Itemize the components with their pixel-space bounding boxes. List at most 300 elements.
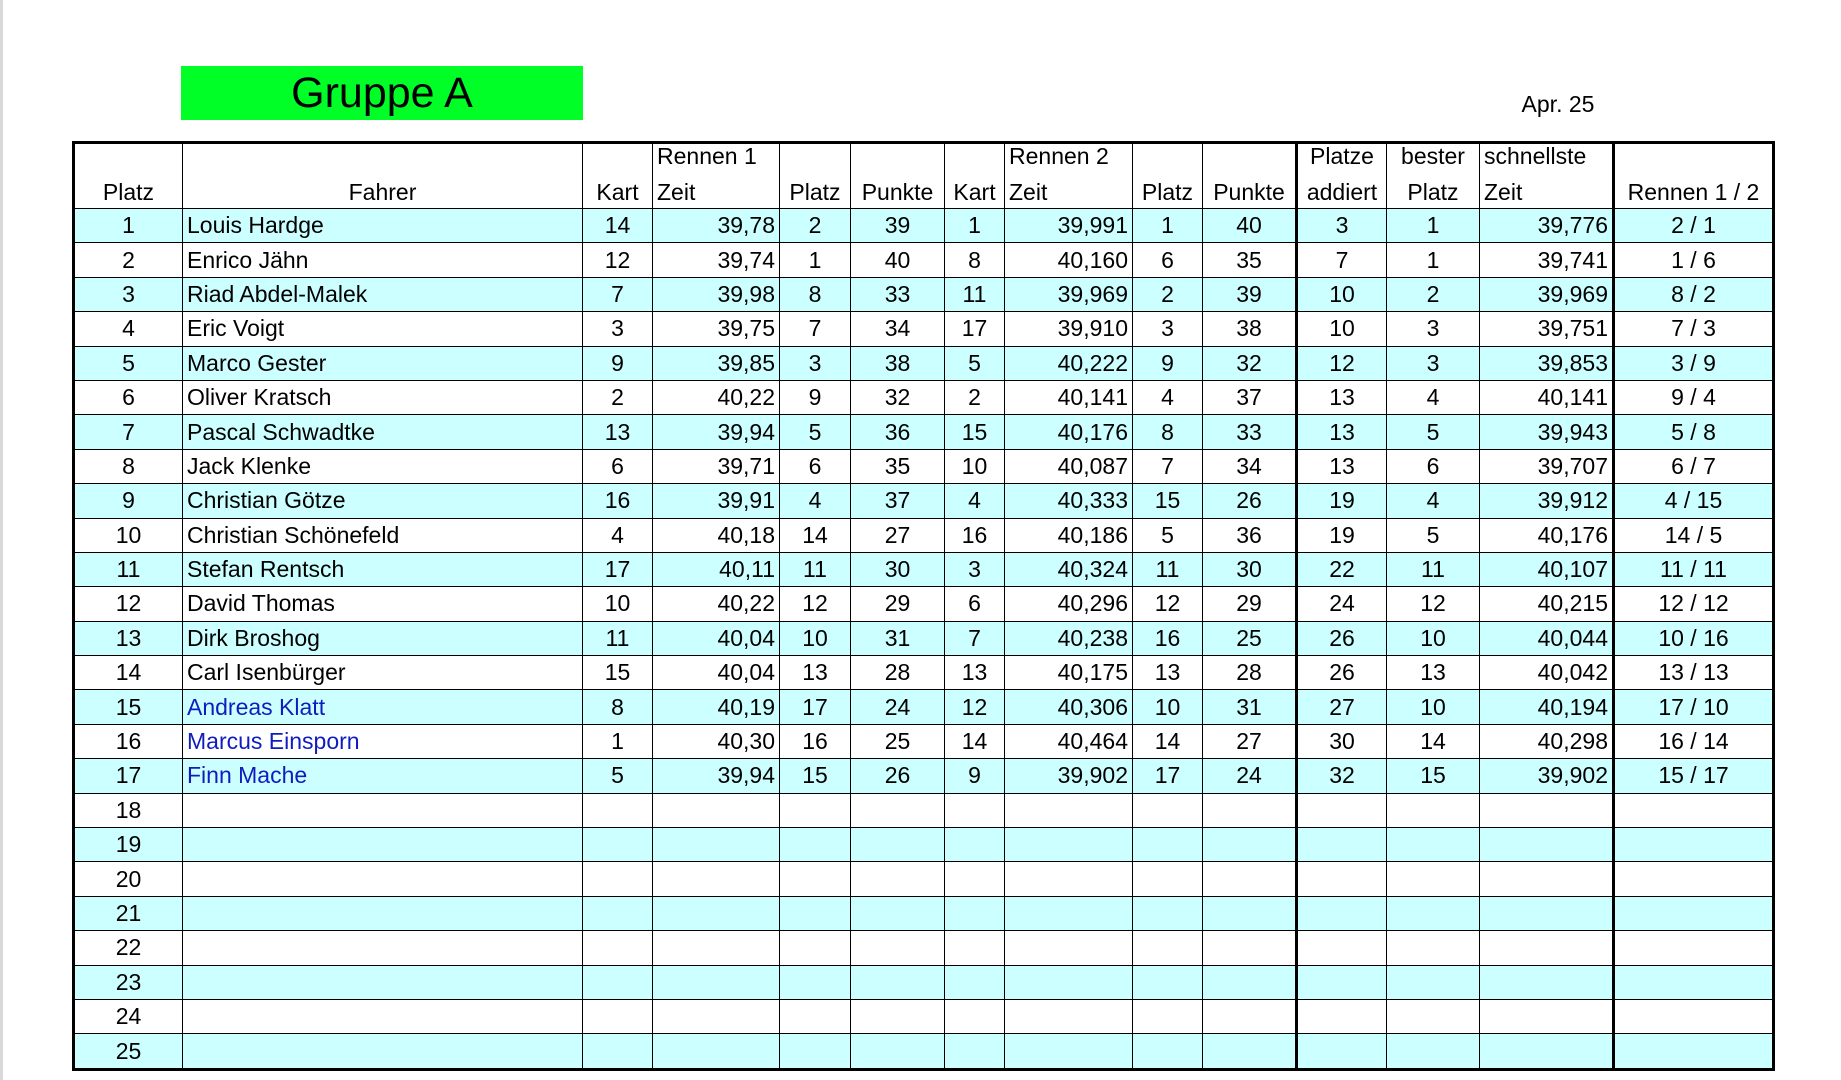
cell-bester bbox=[1387, 828, 1480, 862]
col-header-punkte2: Punkte bbox=[1203, 143, 1297, 209]
cell-bester: 1 bbox=[1387, 209, 1480, 243]
cell-schnellste: 40,215 bbox=[1480, 587, 1614, 621]
cell-platz1 bbox=[780, 931, 851, 965]
cell-platz1: 13 bbox=[780, 656, 851, 690]
cell-schnellste bbox=[1480, 999, 1614, 1033]
cell-name bbox=[183, 931, 583, 965]
cell-zeit1 bbox=[653, 862, 780, 896]
cell-zeit2 bbox=[1005, 828, 1133, 862]
cell-zeit2: 39,902 bbox=[1005, 759, 1133, 793]
cell-zeit2: 40,296 bbox=[1005, 587, 1133, 621]
cell-r12 bbox=[1614, 1034, 1774, 1069]
cell-kart1: 12 bbox=[583, 243, 653, 277]
cell-punkte2: 38 bbox=[1203, 312, 1297, 346]
cell-schnellste: 40,044 bbox=[1480, 621, 1614, 655]
cell-bester bbox=[1387, 793, 1480, 827]
cell-zeit1: 40,22 bbox=[653, 380, 780, 414]
cell-punkte1: 36 bbox=[851, 415, 945, 449]
cell-bester: 2 bbox=[1387, 277, 1480, 311]
table-row bbox=[74, 346, 1774, 380]
table-row bbox=[74, 380, 1774, 414]
cell-punkte2: 35 bbox=[1203, 243, 1297, 277]
cell-pos: 4 bbox=[74, 312, 183, 346]
cell-pos: 8 bbox=[74, 449, 183, 483]
cell-pos: 6 bbox=[74, 380, 183, 414]
cell-punkte1: 38 bbox=[851, 346, 945, 380]
cell-r12: 9 / 4 bbox=[1614, 380, 1774, 414]
cell-punkte1 bbox=[851, 896, 945, 930]
cell-kart2 bbox=[945, 793, 1005, 827]
cell-pos: 7 bbox=[74, 415, 183, 449]
cell-bester bbox=[1387, 1034, 1480, 1069]
cell-kart2 bbox=[945, 1034, 1005, 1069]
cell-zeit1: 39,71 bbox=[653, 449, 780, 483]
table-row bbox=[74, 587, 1774, 621]
cell-punkte1 bbox=[851, 965, 945, 999]
col-header-platz: Platz bbox=[74, 143, 183, 209]
col-header-zeit1: Rennen 1 Zeit bbox=[653, 143, 780, 209]
cell-punkte2: 39 bbox=[1203, 277, 1297, 311]
cell-schnellste: 39,969 bbox=[1480, 277, 1614, 311]
cell-pos: 11 bbox=[74, 552, 183, 586]
cell-schnellste: 40,176 bbox=[1480, 518, 1614, 552]
cell-punkte2 bbox=[1203, 965, 1297, 999]
group-title: Gruppe A bbox=[181, 66, 583, 120]
cell-kart1: 11 bbox=[583, 621, 653, 655]
cell-r12: 14 / 5 bbox=[1614, 518, 1774, 552]
cell-bester bbox=[1387, 965, 1480, 999]
table-row bbox=[74, 484, 1774, 518]
cell-zeit1: 40,04 bbox=[653, 656, 780, 690]
cell-zeit1 bbox=[653, 896, 780, 930]
cell-punkte1: 27 bbox=[851, 518, 945, 552]
cell-platz2 bbox=[1133, 931, 1203, 965]
cell-r12: 2 / 1 bbox=[1614, 209, 1774, 243]
cell-pos: 14 bbox=[74, 656, 183, 690]
table-row bbox=[74, 793, 1774, 827]
cell-platz1: 17 bbox=[780, 690, 851, 724]
cell-addiert bbox=[1297, 931, 1387, 965]
cell-pos: 2 bbox=[74, 243, 183, 277]
col-header-bester: bester Platz bbox=[1387, 143, 1480, 209]
cell-platz1: 7 bbox=[780, 312, 851, 346]
cell-punkte1: 32 bbox=[851, 380, 945, 414]
cell-schnellste: 40,141 bbox=[1480, 380, 1614, 414]
cell-bester: 12 bbox=[1387, 587, 1480, 621]
cell-schnellste bbox=[1480, 862, 1614, 896]
cell-punkte2: 32 bbox=[1203, 346, 1297, 380]
cell-kart1: 5 bbox=[583, 759, 653, 793]
cell-punkte2: 36 bbox=[1203, 518, 1297, 552]
cell-name: Enrico Jähn bbox=[183, 243, 583, 277]
cell-punkte2: 24 bbox=[1203, 759, 1297, 793]
cell-kart2: 8 bbox=[945, 243, 1005, 277]
col-header-addiert: Platze addiert bbox=[1297, 143, 1387, 209]
cell-kart1: 16 bbox=[583, 484, 653, 518]
cell-name bbox=[183, 965, 583, 999]
cell-addiert: 19 bbox=[1297, 518, 1387, 552]
cell-zeit2 bbox=[1005, 862, 1133, 896]
cell-platz2: 15 bbox=[1133, 484, 1203, 518]
cell-zeit2: 40,186 bbox=[1005, 518, 1133, 552]
cell-zeit1: 39,91 bbox=[653, 484, 780, 518]
cell-schnellste: 40,298 bbox=[1480, 724, 1614, 758]
cell-r12: 4 / 15 bbox=[1614, 484, 1774, 518]
header-row bbox=[74, 143, 1774, 209]
cell-zeit1 bbox=[653, 999, 780, 1033]
table-row bbox=[74, 724, 1774, 758]
cell-platz2 bbox=[1133, 999, 1203, 1033]
col-header-platz1: Platz bbox=[780, 143, 851, 209]
cell-schnellste: 39,776 bbox=[1480, 209, 1614, 243]
cell-addiert bbox=[1297, 1034, 1387, 1069]
cell-name: Riad Abdel-Malek bbox=[183, 277, 583, 311]
cell-addiert: 13 bbox=[1297, 449, 1387, 483]
cell-name: Carl Isenbürger bbox=[183, 656, 583, 690]
cell-platz2: 4 bbox=[1133, 380, 1203, 414]
cell-schnellste: 39,902 bbox=[1480, 759, 1614, 793]
cell-zeit2 bbox=[1005, 896, 1133, 930]
cell-bester bbox=[1387, 862, 1480, 896]
cell-r12: 5 / 8 bbox=[1614, 415, 1774, 449]
cell-kart2 bbox=[945, 828, 1005, 862]
cell-schnellste: 40,194 bbox=[1480, 690, 1614, 724]
cell-bester: 5 bbox=[1387, 518, 1480, 552]
table-row bbox=[74, 277, 1774, 311]
cell-zeit1: 39,74 bbox=[653, 243, 780, 277]
cell-kart2: 11 bbox=[945, 277, 1005, 311]
cell-bester: 5 bbox=[1387, 415, 1480, 449]
cell-r12: 11 / 11 bbox=[1614, 552, 1774, 586]
cell-zeit1: 40,19 bbox=[653, 690, 780, 724]
cell-platz2 bbox=[1133, 965, 1203, 999]
cell-kart2: 10 bbox=[945, 449, 1005, 483]
cell-addiert: 10 bbox=[1297, 312, 1387, 346]
cell-punkte2: 37 bbox=[1203, 380, 1297, 414]
cell-punkte2: 27 bbox=[1203, 724, 1297, 758]
cell-name: David Thomas bbox=[183, 587, 583, 621]
cell-kart1: 7 bbox=[583, 277, 653, 311]
col-header-kart2: Kart bbox=[945, 143, 1005, 209]
cell-zeit1 bbox=[653, 1034, 780, 1069]
cell-bester bbox=[1387, 931, 1480, 965]
cell-zeit1: 40,18 bbox=[653, 518, 780, 552]
cell-name: Eric Voigt bbox=[183, 312, 583, 346]
cell-addiert: 26 bbox=[1297, 656, 1387, 690]
table-row bbox=[74, 828, 1774, 862]
cell-name: Jack Klenke bbox=[183, 449, 583, 483]
cell-schnellste: 39,943 bbox=[1480, 415, 1614, 449]
cell-schnellste: 39,707 bbox=[1480, 449, 1614, 483]
cell-name bbox=[183, 896, 583, 930]
cell-zeit2 bbox=[1005, 965, 1133, 999]
cell-kart2 bbox=[945, 896, 1005, 930]
cell-punkte2 bbox=[1203, 896, 1297, 930]
cell-pos: 21 bbox=[74, 896, 183, 930]
cell-platz1: 12 bbox=[780, 587, 851, 621]
cell-platz1 bbox=[780, 1034, 851, 1069]
cell-pos: 16 bbox=[74, 724, 183, 758]
cell-bester: 1 bbox=[1387, 243, 1480, 277]
cell-name bbox=[183, 1034, 583, 1069]
cell-zeit2: 40,464 bbox=[1005, 724, 1133, 758]
cell-kart1: 9 bbox=[583, 346, 653, 380]
table-row bbox=[74, 449, 1774, 483]
race2-label: Rennen 2 bbox=[1009, 143, 1109, 169]
cell-addiert: 10 bbox=[1297, 277, 1387, 311]
cell-kart1 bbox=[583, 828, 653, 862]
table-row bbox=[74, 243, 1774, 277]
col-header-zeit2: Rennen 2 Zeit bbox=[1005, 143, 1133, 209]
cell-kart2: 13 bbox=[945, 656, 1005, 690]
cell-r12: 1 / 6 bbox=[1614, 243, 1774, 277]
cell-platz1 bbox=[780, 896, 851, 930]
cell-pos: 12 bbox=[74, 587, 183, 621]
cell-kart1: 15 bbox=[583, 656, 653, 690]
cell-punkte1 bbox=[851, 828, 945, 862]
cell-platz2 bbox=[1133, 793, 1203, 827]
cell-bester: 3 bbox=[1387, 312, 1480, 346]
cell-platz2: 1 bbox=[1133, 209, 1203, 243]
cell-schnellste bbox=[1480, 965, 1614, 999]
cell-zeit2: 39,991 bbox=[1005, 209, 1133, 243]
cell-kart1: 10 bbox=[583, 587, 653, 621]
cell-addiert: 7 bbox=[1297, 243, 1387, 277]
cell-addiert: 19 bbox=[1297, 484, 1387, 518]
cell-name: Andreas Klatt bbox=[183, 690, 583, 724]
table-row bbox=[74, 999, 1774, 1033]
cell-platz2: 3 bbox=[1133, 312, 1203, 346]
cell-kart1 bbox=[583, 896, 653, 930]
cell-kart1: 2 bbox=[583, 380, 653, 414]
cell-platz2: 11 bbox=[1133, 552, 1203, 586]
cell-platz1: 6 bbox=[780, 449, 851, 483]
cell-schnellste bbox=[1480, 1034, 1614, 1069]
cell-r12 bbox=[1614, 828, 1774, 862]
cell-punkte1 bbox=[851, 931, 945, 965]
cell-kart1 bbox=[583, 793, 653, 827]
cell-zeit2 bbox=[1005, 1034, 1133, 1069]
cell-kart2: 15 bbox=[945, 415, 1005, 449]
cell-pos: 3 bbox=[74, 277, 183, 311]
cell-name bbox=[183, 828, 583, 862]
cell-name: Oliver Kratsch bbox=[183, 380, 583, 414]
cell-platz2: 10 bbox=[1133, 690, 1203, 724]
cell-schnellste: 39,741 bbox=[1480, 243, 1614, 277]
cell-kart2: 4 bbox=[945, 484, 1005, 518]
cell-punkte1: 24 bbox=[851, 690, 945, 724]
cell-bester: 10 bbox=[1387, 690, 1480, 724]
cell-platz1: 11 bbox=[780, 552, 851, 586]
cell-pos: 23 bbox=[74, 965, 183, 999]
cell-addiert: 30 bbox=[1297, 724, 1387, 758]
cell-platz1: 9 bbox=[780, 380, 851, 414]
cell-punkte1: 40 bbox=[851, 243, 945, 277]
cell-addiert bbox=[1297, 828, 1387, 862]
cell-bester: 14 bbox=[1387, 724, 1480, 758]
cell-punkte2: 28 bbox=[1203, 656, 1297, 690]
cell-punkte1 bbox=[851, 999, 945, 1033]
cell-platz1 bbox=[780, 793, 851, 827]
cell-zeit2: 39,910 bbox=[1005, 312, 1133, 346]
cell-punkte2: 25 bbox=[1203, 621, 1297, 655]
cell-zeit1: 40,22 bbox=[653, 587, 780, 621]
cell-kart2: 5 bbox=[945, 346, 1005, 380]
page-edge bbox=[0, 0, 3, 1080]
cell-zeit1 bbox=[653, 793, 780, 827]
cell-zeit2 bbox=[1005, 931, 1133, 965]
cell-bester: 4 bbox=[1387, 380, 1480, 414]
cell-name: Christian Götze bbox=[183, 484, 583, 518]
cell-platz2: 8 bbox=[1133, 415, 1203, 449]
cell-pos: 10 bbox=[74, 518, 183, 552]
cell-punkte1: 28 bbox=[851, 656, 945, 690]
cell-bester: 4 bbox=[1387, 484, 1480, 518]
cell-punkte2 bbox=[1203, 828, 1297, 862]
cell-platz1: 10 bbox=[780, 621, 851, 655]
cell-r12: 16 / 14 bbox=[1614, 724, 1774, 758]
col-header-schnellste: schnellste Zeit bbox=[1480, 143, 1614, 209]
cell-zeit1: 40,04 bbox=[653, 621, 780, 655]
cell-zeit2: 39,969 bbox=[1005, 277, 1133, 311]
cell-pos: 20 bbox=[74, 862, 183, 896]
cell-r12 bbox=[1614, 793, 1774, 827]
cell-kart1: 14 bbox=[583, 209, 653, 243]
cell-pos: 25 bbox=[74, 1034, 183, 1069]
cell-r12: 8 / 2 bbox=[1614, 277, 1774, 311]
cell-zeit1: 39,85 bbox=[653, 346, 780, 380]
cell-name: Stefan Rentsch bbox=[183, 552, 583, 586]
table-row bbox=[74, 312, 1774, 346]
cell-addiert bbox=[1297, 896, 1387, 930]
cell-zeit1: 39,94 bbox=[653, 415, 780, 449]
cell-punkte1: 37 bbox=[851, 484, 945, 518]
cell-punkte1: 34 bbox=[851, 312, 945, 346]
cell-bester bbox=[1387, 999, 1480, 1033]
cell-bester: 11 bbox=[1387, 552, 1480, 586]
cell-zeit2: 40,087 bbox=[1005, 449, 1133, 483]
table-row bbox=[74, 415, 1774, 449]
cell-addiert: 13 bbox=[1297, 380, 1387, 414]
cell-kart1 bbox=[583, 999, 653, 1033]
cell-platz1: 2 bbox=[780, 209, 851, 243]
cell-platz2: 6 bbox=[1133, 243, 1203, 277]
cell-platz1 bbox=[780, 828, 851, 862]
cell-punkte1 bbox=[851, 793, 945, 827]
cell-pos: 17 bbox=[74, 759, 183, 793]
cell-addiert bbox=[1297, 999, 1387, 1033]
cell-platz2: 9 bbox=[1133, 346, 1203, 380]
cell-punkte2: 29 bbox=[1203, 587, 1297, 621]
cell-schnellste: 40,042 bbox=[1480, 656, 1614, 690]
cell-schnellste: 39,912 bbox=[1480, 484, 1614, 518]
cell-r12: 15 / 17 bbox=[1614, 759, 1774, 793]
cell-zeit2: 40,324 bbox=[1005, 552, 1133, 586]
cell-zeit2: 40,333 bbox=[1005, 484, 1133, 518]
cell-zeit2: 40,176 bbox=[1005, 415, 1133, 449]
cell-platz1: 16 bbox=[780, 724, 851, 758]
col-header-platz2: Platz bbox=[1133, 143, 1203, 209]
cell-kart2: 1 bbox=[945, 209, 1005, 243]
cell-name: Pascal Schwadtke bbox=[183, 415, 583, 449]
cell-r12 bbox=[1614, 862, 1774, 896]
cell-platz2: 14 bbox=[1133, 724, 1203, 758]
table-row bbox=[74, 518, 1774, 552]
col-header-kart1: Kart bbox=[583, 143, 653, 209]
cell-r12: 3 / 9 bbox=[1614, 346, 1774, 380]
cell-r12: 13 / 13 bbox=[1614, 656, 1774, 690]
cell-zeit2: 40,306 bbox=[1005, 690, 1133, 724]
cell-platz2 bbox=[1133, 828, 1203, 862]
cell-zeit2 bbox=[1005, 793, 1133, 827]
cell-pos: 15 bbox=[74, 690, 183, 724]
cell-platz1: 15 bbox=[780, 759, 851, 793]
cell-platz2: 2 bbox=[1133, 277, 1203, 311]
cell-zeit2 bbox=[1005, 999, 1133, 1033]
col-header-rennen12: Rennen 1 / 2 bbox=[1614, 143, 1774, 209]
cell-punkte1: 25 bbox=[851, 724, 945, 758]
cell-platz1 bbox=[780, 862, 851, 896]
cell-punkte1: 30 bbox=[851, 552, 945, 586]
cell-zeit2: 40,175 bbox=[1005, 656, 1133, 690]
cell-punkte2 bbox=[1203, 999, 1297, 1033]
cell-name bbox=[183, 999, 583, 1033]
cell-schnellste: 40,107 bbox=[1480, 552, 1614, 586]
cell-kart1: 13 bbox=[583, 415, 653, 449]
cell-kart1 bbox=[583, 931, 653, 965]
cell-addiert: 32 bbox=[1297, 759, 1387, 793]
table-row bbox=[74, 896, 1774, 930]
cell-kart1 bbox=[583, 965, 653, 999]
cell-schnellste bbox=[1480, 828, 1614, 862]
cell-platz1: 5 bbox=[780, 415, 851, 449]
cell-kart1: 4 bbox=[583, 518, 653, 552]
cell-punkte1: 35 bbox=[851, 449, 945, 483]
cell-addiert: 3 bbox=[1297, 209, 1387, 243]
cell-zeit1 bbox=[653, 931, 780, 965]
cell-pos: 24 bbox=[74, 999, 183, 1033]
cell-r12: 7 / 3 bbox=[1614, 312, 1774, 346]
cell-kart2: 3 bbox=[945, 552, 1005, 586]
cell-punkte2: 31 bbox=[1203, 690, 1297, 724]
cell-punkte2: 33 bbox=[1203, 415, 1297, 449]
cell-zeit2: 40,160 bbox=[1005, 243, 1133, 277]
cell-punkte2 bbox=[1203, 793, 1297, 827]
cell-pos: 9 bbox=[74, 484, 183, 518]
cell-punkte2: 30 bbox=[1203, 552, 1297, 586]
cell-addiert: 24 bbox=[1297, 587, 1387, 621]
cell-pos: 22 bbox=[74, 931, 183, 965]
cell-punkte1: 31 bbox=[851, 621, 945, 655]
cell-kart2: 16 bbox=[945, 518, 1005, 552]
cell-zeit2: 40,238 bbox=[1005, 621, 1133, 655]
cell-bester: 15 bbox=[1387, 759, 1480, 793]
cell-r12 bbox=[1614, 931, 1774, 965]
cell-punkte2 bbox=[1203, 1034, 1297, 1069]
cell-zeit1: 39,98 bbox=[653, 277, 780, 311]
cell-punkte1: 26 bbox=[851, 759, 945, 793]
cell-kart2 bbox=[945, 931, 1005, 965]
cell-punkte2: 34 bbox=[1203, 449, 1297, 483]
cell-platz1: 4 bbox=[780, 484, 851, 518]
cell-kart2: 14 bbox=[945, 724, 1005, 758]
cell-platz1: 14 bbox=[780, 518, 851, 552]
cell-schnellste bbox=[1480, 931, 1614, 965]
cell-punkte2 bbox=[1203, 931, 1297, 965]
cell-kart2: 6 bbox=[945, 587, 1005, 621]
table-row bbox=[74, 759, 1774, 793]
cell-platz2: 17 bbox=[1133, 759, 1203, 793]
